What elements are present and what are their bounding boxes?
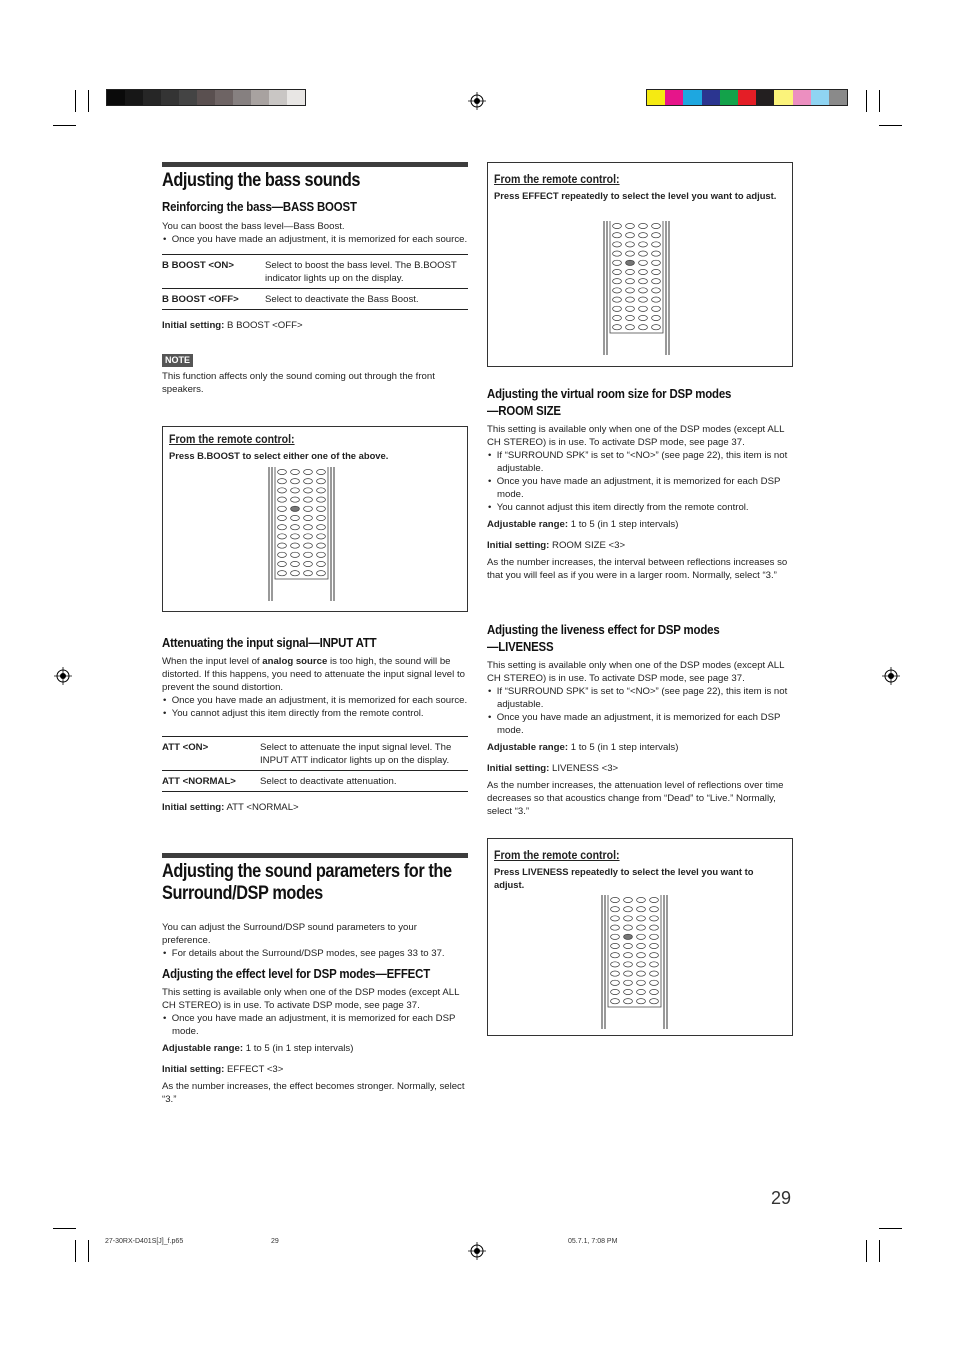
- remote-box-title: From the remote control:: [494, 172, 620, 186]
- effect-intro: This setting is available only when one of the DSP modes (except ALL CH STEREO) is in use. To activate DSP mode, see page 37.: [162, 987, 460, 1011]
- live-bullet: • Once you have made an adjustment, it is memorized for each DSP mode.: [488, 712, 781, 736]
- surround-title: Adjusting the sound parameters for the Surround/DSP modes: [162, 861, 452, 904]
- effect-section: [162, 965, 468, 1106]
- liveness-section: [487, 621, 793, 818]
- note-block: [162, 350, 468, 396]
- bass-initial-setting: Initial setting: B BOOST <OFF>: [162, 320, 303, 331]
- calibration-swatch: [179, 90, 197, 105]
- section-rule: [162, 162, 468, 167]
- calibration-swatch: [287, 90, 305, 105]
- option-key: ATT <ON>: [162, 742, 209, 753]
- effect-initial-setting: Initial setting: EFFECT <3>: [162, 1064, 284, 1075]
- registration-mark-bottom-icon: [468, 1242, 486, 1260]
- room-intro: This setting is available only when one of the DSP modes (except ALL CH STEREO) is in use. To activate DSP mode, see page 37.: [487, 424, 785, 448]
- live-range: Adjustable range: 1 to 5 (in 1 step intervals): [487, 742, 679, 753]
- liveness-subtitle-2: —LIVENESS: [487, 639, 554, 654]
- right-column: [487, 385, 793, 817]
- calibration-swatch: [774, 90, 792, 105]
- calibration-swatch: [702, 90, 720, 105]
- liveness-remote-box: [487, 838, 793, 1036]
- footer-date: 05.7.1, 7:08 PM: [568, 1238, 618, 1245]
- remote-box-instruction: Press EFFECT repeatedly to select the level you want to adjust.: [494, 190, 777, 201]
- option-value: Select to deactivate the Bass Boost.: [265, 294, 419, 305]
- calibration-swatch: [107, 90, 125, 105]
- grayscale-calibration-bar: [106, 89, 306, 106]
- table-row: [162, 288, 468, 309]
- room-size-section: [487, 385, 793, 582]
- note-text: This function affects only the sound coming out through the front speakers.: [162, 371, 435, 395]
- att-bullet: • Once you have made an adjustment, it is memorized for each source.: [163, 695, 468, 706]
- room-bullet: • Once you have made an adjustment, it is memorized for each DSP mode.: [488, 476, 781, 500]
- calibration-swatch: [829, 90, 847, 105]
- calibration-swatch: [738, 90, 756, 105]
- table-row: [162, 737, 468, 770]
- effect-outro: As the number increases, the effect becomes stronger. Normally, select “3.”: [162, 1081, 465, 1105]
- option-key: B BOOST <OFF>: [162, 294, 239, 305]
- page-number: 29: [771, 1188, 792, 1208]
- calibration-swatch: [665, 90, 683, 105]
- remote-box-instruction: Press B.BOOST to select either one of the above.: [169, 450, 389, 461]
- bass-boost-subtitle: Reinforcing the bass—BASS BOOST: [162, 199, 357, 214]
- calibration-swatch: [647, 90, 665, 105]
- footer-page: 29: [271, 1238, 279, 1245]
- remote-control-icon: [603, 221, 673, 360]
- effect-bullet: • Once you have made an adjustment, it is memorized for each DSP mode.: [163, 1013, 456, 1037]
- room-size-subtitle-2: —ROOM SIZE: [487, 403, 561, 418]
- remote-control-icon: [601, 895, 671, 1034]
- remote-box-title: From the remote control:: [169, 432, 295, 446]
- room-bullet: • You cannot adjust this item directly from the remote control.: [488, 502, 749, 513]
- section-rule: [162, 853, 468, 858]
- surround-intro: You can adjust the Surround/DSP sound parameters to your preference.: [162, 922, 417, 946]
- att-subtitle: Attenuating the input signal—INPUT ATT: [162, 635, 377, 650]
- bass-options-table: [162, 254, 468, 310]
- calibration-swatch: [683, 90, 701, 105]
- table-row: [162, 255, 468, 288]
- remote-control-drawing: [601, 895, 671, 1029]
- bass-section: [162, 162, 468, 396]
- liveness-subtitle: Adjusting the liveness effect for DSP modes: [487, 622, 720, 637]
- remote-control-drawing: [268, 467, 338, 601]
- calibration-swatch: [269, 90, 287, 105]
- option-value: Select to boost the bass level. The B.BOOST indicator lights up on the display.: [265, 260, 457, 284]
- note-badge: NOTE: [162, 354, 193, 367]
- remote-control-icon: [268, 467, 338, 606]
- room-outro: As the number increases, the interval between reflections increases so that you will feel as if you were in a larger room. Normally, select “3.”: [487, 557, 788, 581]
- calibration-swatch: [143, 90, 161, 105]
- calibration-swatch: [125, 90, 143, 105]
- registration-mark-left-icon: [54, 667, 72, 685]
- live-intro: This setting is available only when one of the DSP modes (except ALL CH STEREO) is in use. To activate DSP mode, see page 37.: [487, 660, 785, 684]
- bass-remote-box: [162, 426, 468, 612]
- remote-control-drawing: [603, 221, 673, 355]
- bass-intro: You can boost the bass level—Bass Boost.: [162, 221, 345, 232]
- option-key: ATT <NORMAL>: [162, 776, 236, 787]
- effect-remote-box: [487, 162, 793, 367]
- option-key: B BOOST <ON>: [162, 260, 234, 271]
- calibration-swatch: [251, 90, 269, 105]
- calibration-swatch: [161, 90, 179, 105]
- live-outro: As the number increases, the attenuation level of reflections over time decreases so that acoustics change from “Dead” to “Live.” Normally, select “3.”: [487, 780, 784, 817]
- effect-subtitle: Adjusting the effect level for DSP modes—EFFECT: [162, 966, 431, 981]
- effect-range: Adjustable range: 1 to 5 (in 1 step intervals): [162, 1043, 354, 1054]
- att-intro: When the input level of analog source is too high, the sound will be distorted. If this happens, you need to attenuate the input signal level to prevent the sound distortion.: [162, 656, 465, 693]
- bass-title: Adjusting the bass sounds: [162, 170, 361, 191]
- att-section: [162, 634, 468, 814]
- live-initial-setting: Initial setting: LIVENESS <3>: [487, 763, 619, 774]
- calibration-swatch: [233, 90, 251, 105]
- calibration-swatch: [756, 90, 774, 105]
- calibration-swatch: [720, 90, 738, 105]
- remote-box-title: From the remote control:: [494, 848, 620, 862]
- footer-file: 27-30RX-D401S[J]_f.p65: [105, 1238, 184, 1245]
- live-bullet: • If “SURROUND SPK” is set to “<NO>” (see page 22), this item is not adjustable.: [488, 686, 788, 710]
- table-row: [162, 770, 468, 791]
- calibration-swatch: [215, 90, 233, 105]
- att-initial-setting: Initial setting: ATT <NORMAL>: [162, 802, 299, 813]
- room-initial-setting: Initial setting: ROOM SIZE <3>: [487, 540, 626, 551]
- color-calibration-bar: [646, 89, 848, 106]
- att-bullet: • You cannot adjust this item directly from the remote control.: [163, 708, 424, 719]
- option-value: Select to attenuate the input signal level. The INPUT ATT indicator lights up on the display.: [260, 742, 452, 766]
- calibration-swatch: [197, 90, 215, 105]
- surround-bullet: • For details about the Surround/DSP modes, see pages 33 to 37.: [163, 948, 445, 959]
- registration-mark-top-icon: [468, 92, 486, 110]
- att-options-table: [162, 736, 468, 792]
- calibration-swatch: [793, 90, 811, 105]
- calibration-swatch: [811, 90, 829, 105]
- surround-section: [162, 853, 468, 960]
- bass-bullet: • Once you have made an adjustment, it is memorized for each source.: [163, 234, 468, 245]
- remote-box-instruction: Press LIVENESS repeatedly to select the level you want to adjust.: [494, 866, 754, 890]
- room-size-subtitle: Adjusting the virtual room size for DSP modes: [487, 386, 732, 401]
- room-bullet: • If “SURROUND SPK” is set to “<NO>” (see page 22), this item is not adjustable.: [488, 450, 788, 474]
- room-range: Adjustable range: 1 to 5 (in 1 step intervals): [487, 519, 679, 530]
- registration-mark-right-icon: [882, 667, 900, 685]
- option-value: Select to deactivate attenuation.: [260, 776, 397, 787]
